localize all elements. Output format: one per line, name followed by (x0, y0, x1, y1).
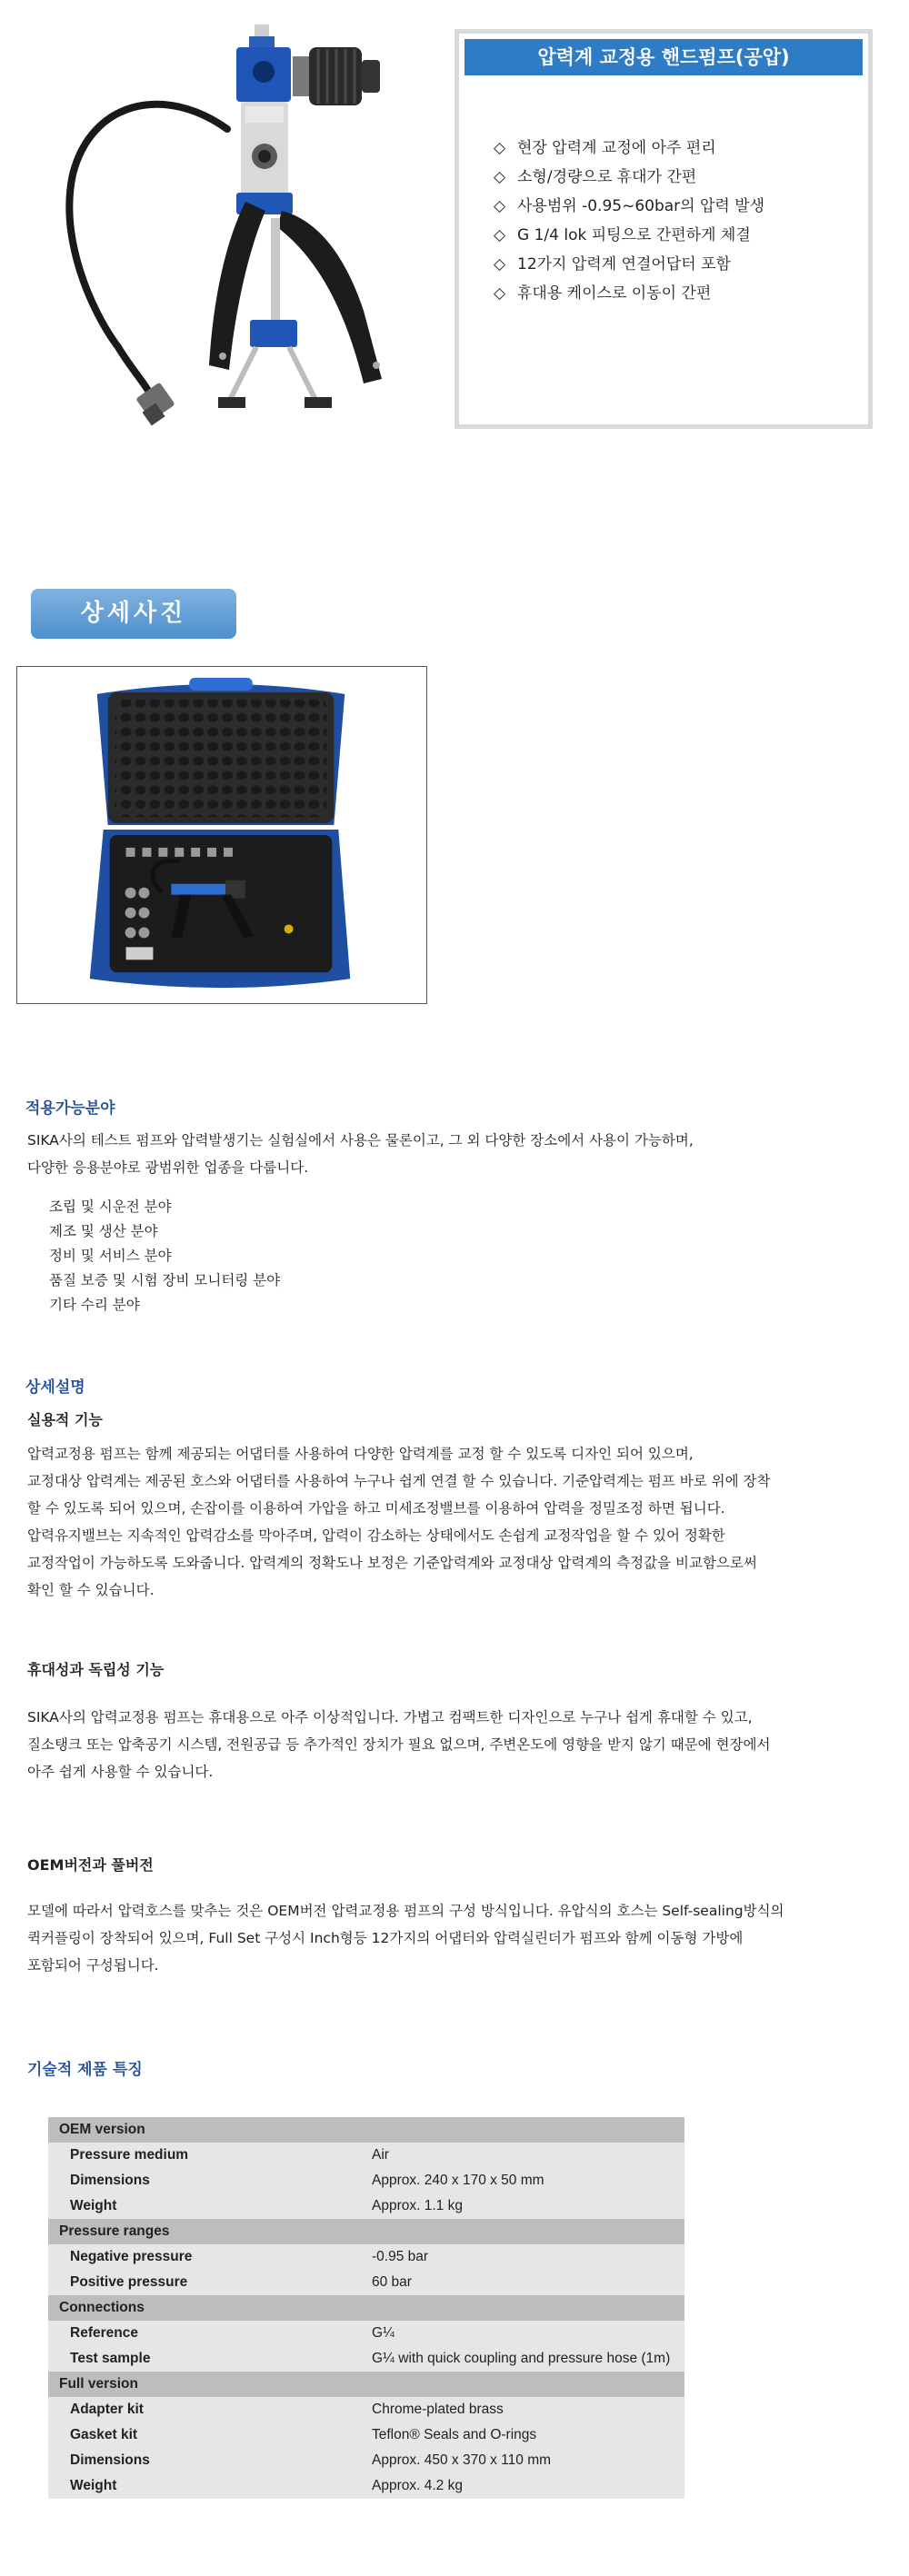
list-item: 품질 보증 및 시험 장비 모니터링 분야 (49, 1272, 281, 1288)
diamond-bullet-icon: ◇ (494, 168, 506, 186)
table-row: Weight Approx. 4.2 kg (48, 2473, 684, 2499)
table-row: Weight Approx. 1.1 kg (48, 2193, 684, 2219)
applications-title: 적용가능분야 (25, 1099, 115, 1118)
feature-list (494, 134, 764, 308)
specs-title: 기술적 제품 특징 (27, 2061, 143, 2079)
list-item: 기타 수리 분야 (49, 1297, 140, 1313)
section-subtitle: OEM버전과 풀버전 (27, 1856, 154, 1874)
detail-photo-heading: 상세사진 (31, 589, 236, 639)
list-item: 조립 및 시운전 분야 (49, 1198, 172, 1215)
feature-item: ◇ 12가지 압력계 연결어답터 포함 (494, 250, 764, 279)
spec-group-header: Pressure ranges (48, 2219, 684, 2244)
list-item: 정비 및 서비스 분야 (49, 1248, 172, 1264)
list-item: 제조 및 생산 분야 (49, 1223, 158, 1239)
table-row: Gasket kit Teflon® Seals and O-rings (48, 2422, 684, 2448)
hand-pump-image (55, 20, 445, 429)
feature-item: ◇ 사용범위 -0.95~60bar의 압력 발생 (494, 192, 764, 221)
spec-group-header: Full version (48, 2372, 684, 2397)
carry-case-photo (16, 666, 427, 1004)
diamond-bullet-icon: ◇ (494, 255, 506, 274)
spec-group-header: Connections (48, 2295, 684, 2321)
diamond-bullet-icon: ◇ (494, 197, 506, 215)
table-row: Pressure medium Air (48, 2143, 684, 2168)
table-row: Dimensions Approx. 450 x 370 x 110 mm (48, 2448, 684, 2473)
diamond-bullet-icon: ◇ (494, 226, 506, 244)
section-body: 압력교정용 펌프는 함께 제공되는 어댑터를 사용하여 다양한 압력계를 교정 할 수 있도록 디자인 되어 있으며, 교정대상 압력계는 제공된 호스와 어댑터를 사용하여 누구나 쉽게 연결 할 수 있습니다. 기준압력계는 펌프 바로 위에 장착 할 수 있도록 되어 있으며, 손잡이를 이용하여 가압을 하고 미세조정밸브를 이용하여 압력을 정밀조정 하면 됩니다. 압력유지밸브는 지속적인 압력감소를 막아주며, 압력이 감소하는 상태에서도 손쉽게 교정작업을 할 수 있어 정확한 교정작업이 가능하도록 도와줍니다. 압력계의 정확도나 보정은 기준압력계와 교정대상 압력계의 측정값을 비교함으로써 확인 할 수 있습니다. (27, 1446, 771, 1598)
feature-item: ◇ 소형/경량으로 휴대가 간편 (494, 163, 764, 192)
table-row: Dimensions Approx. 240 x 170 x 50 mm (48, 2168, 684, 2193)
table-row: Test sample G¼ with quick coupling and pressure hose (1m) (48, 2346, 684, 2372)
table-row: Positive pressure 60 bar (48, 2270, 684, 2295)
table-row: Negative pressure -0.95 bar (48, 2244, 684, 2270)
feature-item: ◇ G 1/4 lok 피팅으로 간편하게 체결 (494, 221, 764, 250)
applications-list (49, 1195, 280, 1318)
section-subtitle: 휴대성과 독립성 기능 (27, 1661, 165, 1678)
applications-intro: SIKA사의 테스트 펌프와 압력발생기는 실험실에서 사용은 물론이고, 그 외 다양한 장소에서 사용이 가능하며, 다양한 응용분야로 광범위한 업종을 다룹니다. (27, 1132, 694, 1176)
feature-item: ◇ 휴대용 케이스로 이동이 간편 (494, 279, 764, 308)
details-title: 상세설명 (25, 1378, 85, 1397)
diamond-bullet-icon: ◇ (494, 284, 506, 303)
diamond-bullet-icon: ◇ (494, 139, 506, 157)
section-subtitle: 실용적 기능 (27, 1411, 103, 1428)
feature-box (454, 29, 873, 429)
product-title: 압력계 교정용 핸드펌프(공압) (464, 39, 863, 75)
spec-group-header: OEM version (48, 2117, 684, 2143)
table-row: Adapter kit Chrome-plated brass (48, 2397, 684, 2422)
feature-item: ◇ 현장 압력계 교정에 아주 편리 (494, 134, 764, 163)
spec-table (48, 2117, 684, 2499)
table-row: Reference G¼ (48, 2321, 684, 2346)
section-body: SIKA사의 압력교정용 펌프는 휴대용으로 아주 이상적입니다. 가볍고 컴팩트한 디자인으로 누구나 쉽게 휴대할 수 있고, 질소탱크 또는 압축공기 시스템, 전원공급 등 추가적인 장치가 필요 없으며, 주변온도에 영향을 받지 않기 때문에 현장에서 아주 쉽게 사용할 수 있습니다. (27, 1709, 771, 1780)
section-body: 모델에 따라서 압력호스를 맞추는 것은 OEM버전 압력교정용 펌프의 구성 방식입니다. 유압식의 호스는 Self-sealing방식의 퀵커플링이 장착되어 있으며, Full Set 구성시 Inch형등 12가지의 어댑터와 압력실린더가 펌프와 함께 이동형 가방에 포함되어 구성됩니다. (27, 1903, 784, 1974)
